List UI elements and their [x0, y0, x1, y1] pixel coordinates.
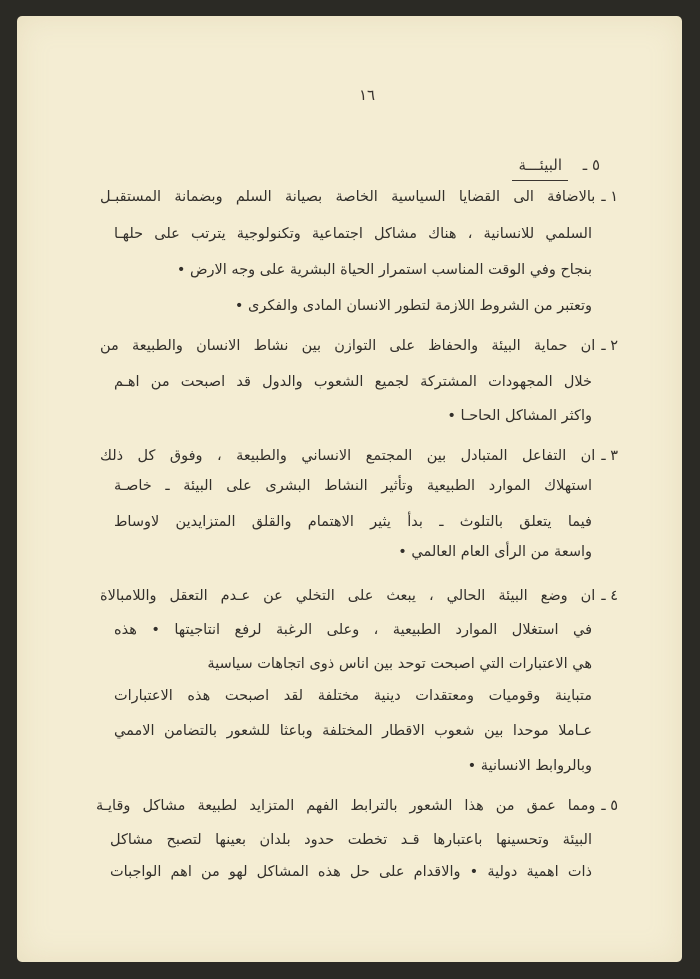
paragraph-line — [114, 620, 592, 640]
paragraph-line — [114, 512, 592, 532]
paragraph-line — [468, 756, 592, 776]
paragraph-line — [114, 372, 592, 392]
line-text: ومما عمق من هذا الشعور بالترابط الفهم المتزايد لطبيعة مشاكل وقايـة — [96, 798, 596, 814]
paragraph-line — [96, 796, 618, 816]
line-text: ان وضع البيئة الحالي ، يبعث على التخلي عن عـدم التعقل واللامبالاة — [100, 588, 596, 604]
paragraph-line — [114, 476, 592, 496]
paragraph-number: ٤ ـ — [601, 588, 618, 604]
line-text: فيما يتعلق بالتلوث ـ بدأ يثير الاهتمام والقلق المتزايدين لاوساط — [114, 514, 592, 530]
line-text: ان التفاعل المتبادل بين المجتمع الانساني والطبيعة ، وفوق كل ذلك — [100, 448, 596, 464]
line-text: البيئة وتحسينها باعتبارها قـد تخطت حدود بلدان بعينها لتصبح مشاكل — [110, 832, 592, 848]
paragraph-line — [114, 224, 592, 244]
line-text: واكثر المشاكل الحاحـا • — [447, 408, 592, 424]
paragraph-line — [110, 830, 592, 850]
section-number: ٥ ـ — [582, 156, 600, 174]
line-text: السلمي للانسانية ، هناك مشاكل اجتماعية وتكنولوجية يترتب على حلهـا — [114, 226, 592, 242]
paragraph-line — [100, 586, 618, 606]
line-text: ذات اهمية دولية • والاقدام على حل هذه المشاكل لهو من اهم الواجبات — [110, 864, 592, 880]
paragraph-line — [447, 406, 592, 426]
line-text: وتعتبر من الشروط اللازمة لتطور الانسان المادى والفكرى • — [234, 298, 592, 314]
paragraph-line — [100, 336, 618, 356]
line-text: واسعة من الرأى العام العالمي • — [398, 544, 592, 560]
paragraph-line — [177, 260, 592, 280]
line-text: بالاضافة الى القضايا السياسية الخاصة بصيانة السلم وبضمانة المستقبـل — [100, 189, 596, 205]
paragraph-line — [235, 296, 592, 316]
line-text: متباينة وقوميات ومعتقدات دينية مختلفة لقد اصبحت هذه الاعتبارات — [114, 688, 592, 704]
line-text: هي الاعتبارات التي اصبحت توحد بين اناس ذوى اتجاهات سياسية — [207, 656, 592, 672]
line-text: وبالروابط الانسانية • — [467, 758, 592, 774]
section-title: البيئـــة — [512, 156, 568, 181]
line-text: في استغلال الموارد الطبيعية ، وعلى الرغبة لرفع انتاجيتها • هذه — [114, 622, 592, 638]
paragraph-number: ٣ ـ — [601, 448, 618, 464]
paragraph-number: ٢ ـ — [601, 338, 618, 354]
paragraph-line — [207, 654, 592, 674]
line-text: استهلاك الموارد الطبيعية وتأثير النشاط البشرى على البيئة ـ خاصـة — [114, 478, 592, 494]
line-text: ان حماية البيئة والحفاظ على التوازن بين نشاط الانسان والطبيعة من — [100, 338, 596, 354]
line-text: خلال المجهودات المشتركة لجميع الشعوب والدول قد اصبحت من اهـم — [114, 374, 592, 390]
line-text: بنجاح وفي الوقت المناسب استمرار الحياة البشرية على وجه الارض • — [176, 262, 592, 278]
paragraph-line — [114, 686, 592, 706]
paragraph-line — [100, 446, 618, 466]
line-text: عـاملا موحدا بين شعوب الاقطار المختلفة وباعثا للشعور بالتضامن الاممي — [114, 723, 592, 739]
paragraph-line — [114, 721, 592, 741]
paragraph-line — [110, 862, 592, 882]
paragraph-line — [398, 542, 592, 562]
paragraph-number: ٥ ـ — [601, 798, 618, 814]
page-number: ١٦ — [358, 86, 376, 104]
paragraph-number: ١ ـ — [601, 189, 618, 205]
paragraph-line — [100, 187, 618, 207]
